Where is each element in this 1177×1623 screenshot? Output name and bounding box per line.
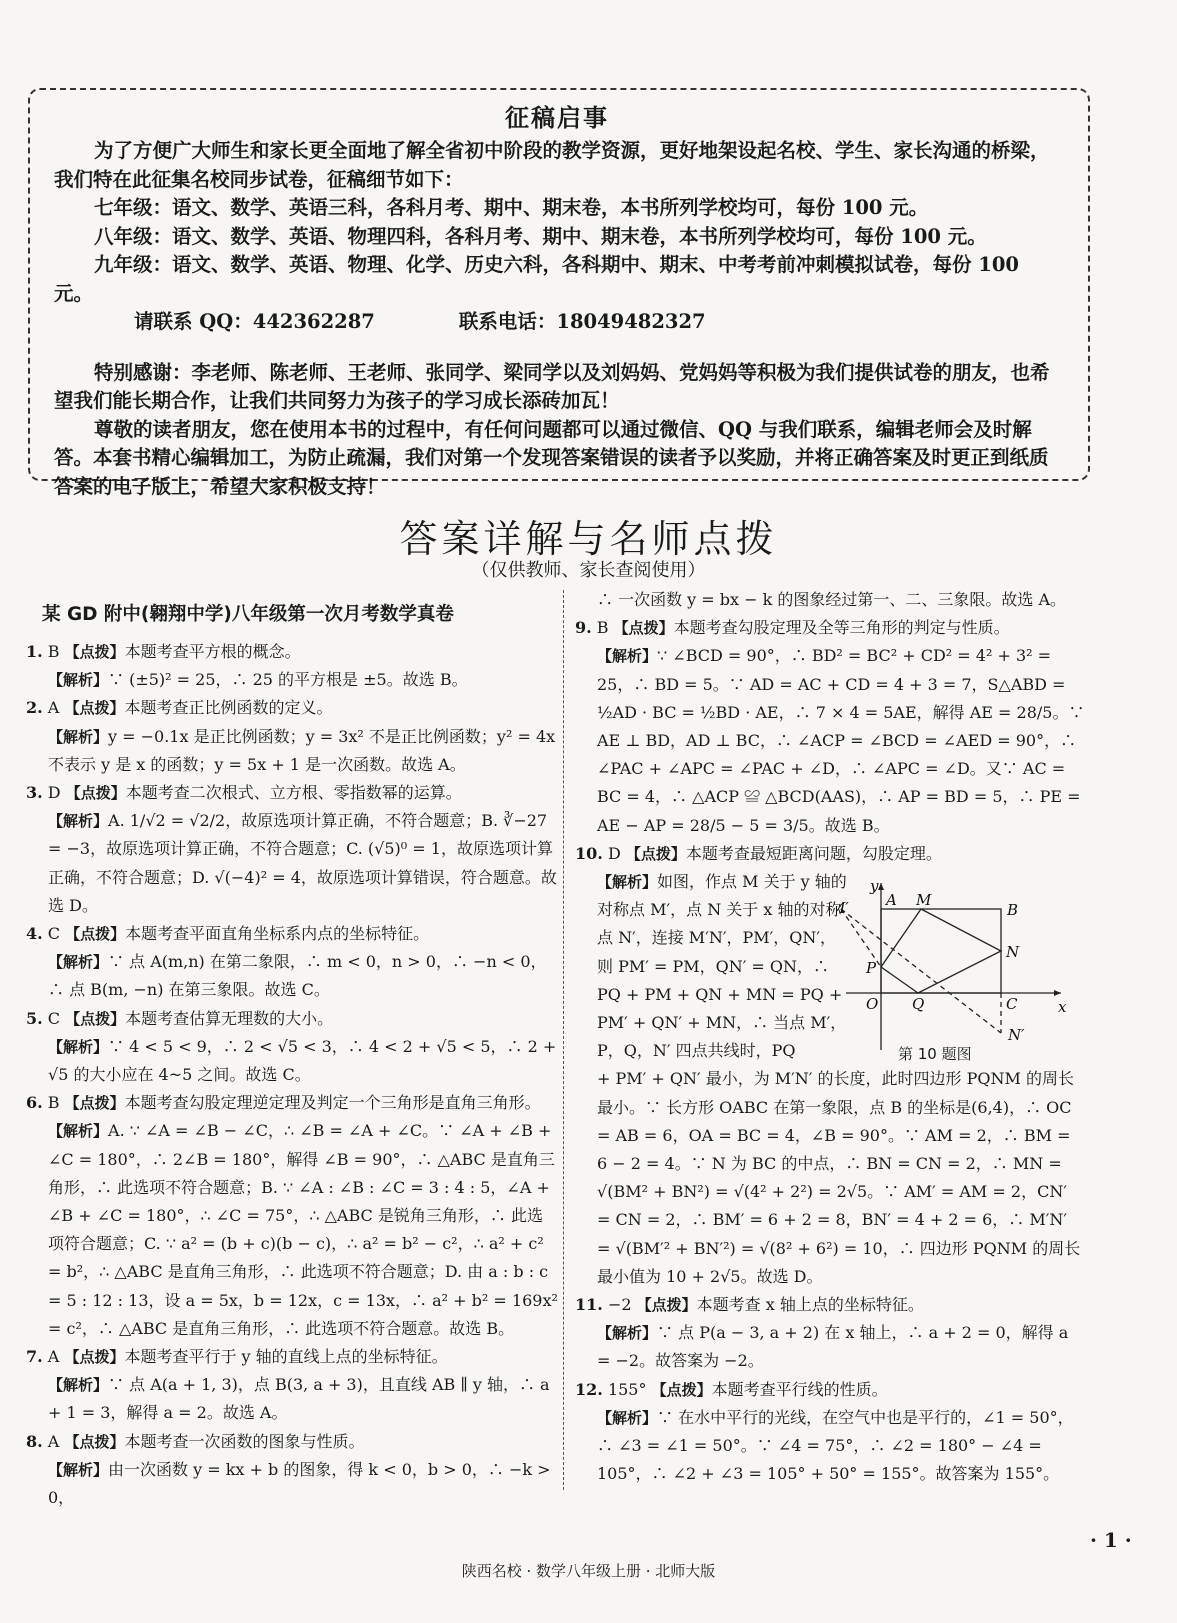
subtitle: （仅供教师、家长查阅使用） (471, 560, 706, 581)
question-12-analysis: 【解析】∵ 在水中平行的光线，在空气中也是平行的，∠1 = 50°，∴ ∠3 = ∠1 = 50°。∵ ∠4 = 75°，∴ ∠2 = 180° − ∠4 = 105°，∴ ∠2 + ∠3 = 105° + 50° = 155°。故答案为 155°。 (597, 1407, 1074, 1484)
x-axis-arrow (1054, 990, 1061, 996)
label-O: O (866, 995, 879, 1013)
label-A: A (886, 891, 897, 909)
label-Nprime: N′ (1008, 1026, 1025, 1044)
question-8-analysis: 【解析】由一次函数 y = kx + b 的图象，得 k < 0，b > 0，∴ −k > 0， (48, 1459, 551, 1508)
label-N: N (1006, 943, 1020, 961)
label-y: y (870, 877, 879, 895)
question-7: 7. A 【点拨】本题考查平行于 y 轴的直线上点的坐标特征。 (26, 1347, 448, 1367)
question-10: 10. D 【点拨】本题考查最短距离问题，勾股定理。 (575, 843, 942, 863)
question-7-analysis: 【解析】∵ 点 A(a + 1, 3)，点 B(3, a + 3)，且直线 AB ∥ y 轴，∴ a + 1 = 3，解得 a = 2。故选 A。 (48, 1375, 550, 1423)
label-C: C (1006, 995, 1018, 1013)
question-2-analysis: 【解析】y = −0.1x 是正比例函数；y = 3x² 不是正比例函数；y² = 4x 不表示 y 是 x 的函数；y = 5x + 1 是一次函数。故选 A。 (48, 726, 556, 774)
left-column (26, 586, 558, 1512)
question-10-analysis-part2: + PM′ + QN′ 最小，为 M′N′ 的长度，此时四边形 PQNM 的周长最小。∵ 长方形 OABC 在第一象限，点 B 的坐标是(6,4)，∴ OC = AB = 6，OA = BC = 4，∠B = 90°。∵ AM = 2，∴ BM = 6 − 2 = 4。∵ N 为 BC 的中点，∴ BN = CN = 2，∴ MN = √(BM² + BN²) = √(4² + 2²) = 2√5。∵ AM′ = AM = 2，CN′ = CN = 2，∴ BM′ = 6 + 2 = 8，BN′ = 4 + 2 = 6，∴ M′N′ = √(BM′² + BN′²) = √(8² + 6²) = 10，∴ 四边形 PQNM 的周长最小值为 10 + 2√5。故选 D。 (597, 1069, 1081, 1286)
question-5: 5. C 【点拨】本题考查估算无理数的大小。 (26, 1008, 334, 1028)
figure-svg (836, 875, 1076, 1065)
exam-title: 某 GD 附中(翱翔中学)八年级第一次月考数学真卷 (42, 604, 454, 625)
footer: 陕西名校 · 数学八年级上册 · 北师大版 (461, 1562, 716, 1580)
label-x: x (1058, 998, 1067, 1016)
question-8-continued: ∴ 一次函数 y = bx − k 的图象经过第一、二、三象限。故选 A。 (597, 590, 1067, 609)
question-3: 3. D 【点拨】本题考查二次根式、立方根、零指数幂的运算。 (26, 783, 462, 803)
question-1: 1. B 【点拨】本题考查平方根的概念。 (26, 642, 301, 661)
notice-grade9: 九年级：语文、数学、英语、物理、化学、历史六科，各科期中、期末、中考考前冲刺模拟试卷，每份 100 元。 (54, 253, 1019, 305)
question-6: 6. B 【点拨】本题考查勾股定理逆定理及判定一个三角形是直角三角形。 (26, 1093, 541, 1113)
column-divider (563, 590, 564, 1490)
question-10-figure (836, 875, 1076, 1065)
notice-reader: 尊敬的读者朋友，您在使用本书的过程中，有任何问题都可以通过微信、QQ 与我们联系，编辑老师会及时解答。本套书精心编辑加工，为防止疏漏，我们对第一个发现答案错误的读者予以奖励，并将正确答案及时更正到纸质答案的电子版上，希望大家积极支持！ (54, 417, 1049, 498)
question-9: 9. B 【点拨】本题考查勾股定理及全等三角形的判定与性质。 (575, 618, 1010, 638)
question-6-analysis: 【解析】A. ∵ ∠A = ∠B − ∠C，∴ ∠B = ∠A + ∠C。∵ ∠A + ∠B + ∠C = 180°，∴ 2∠B = 180°，解得 ∠B = 90°，∴ △ABC 是直角三角形，∴ 此选项不符合题意；B. ∵ ∠A : ∠B : ∠C = 3 : 4 : 5，∠A + ∠B + ∠C = 180°，∴ ∠C = 75°，∴ △ABC 是锐角三角形，∴ 此选项符合题意；C. ∵ a² = (b + c)(b − c)，∴ a² = b² − c²，∴ a² + c² = b²，∴ △ABC 是直角三角形，∴ 此选项不符合题意；D. 由 a : b : c = 5 : 12 : 13，设 a = 5x，b = 12x，c = 13x，∴ a² + b² = 169x² = c²，∴ △ABC 是直角三角形，∴ 此选项不符合题意。故选 B。 (48, 1121, 558, 1338)
question-11: 11. −2 【点拨】本题考查 x 轴上点的坐标特征。 (575, 1295, 924, 1315)
page-number: · 1 · (1090, 1528, 1132, 1552)
figure-caption: 第 10 题图 (898, 1045, 972, 1063)
question-8: 8. A 【点拨】本题考查一次函数的图象与性质。 (26, 1431, 365, 1451)
label-Q: Q (912, 995, 925, 1013)
question-12: 12. 155° 【点拨】本题考查平行线的性质。 (575, 1379, 888, 1399)
line-mprime-nprime (841, 909, 1001, 1033)
question-2: 2. A 【点拨】本题考查正比例函数的定义。 (26, 698, 333, 718)
notice-thanks: 特别感谢：李老师、陈老师、王老师、张同学、梁同学以及刘妈妈、党妈妈等积极为我们提供试卷的朋友，也希望我们能长期合作，让我们共同努力为孩子的学习成长添砖加瓦！ (54, 360, 1050, 412)
notice-grade7: 七年级：语文、数学、英语三科，各科月考、期中、期末卷，本书所列学校均可，每份 100 元。 (94, 196, 929, 219)
notice-grade8: 八年级：语文、数学、英语、物理四科，各科月考、期中、期末卷，本书所列学校均可，每份 100 元。 (94, 224, 987, 248)
notice-phone: 联系电话：18049482327 (458, 310, 706, 333)
notice-contact (54, 308, 1060, 337)
question-4: 4. C 【点拨】本题考查平面直角坐标系内点的坐标特征。 (26, 924, 430, 944)
notice-box (28, 88, 1090, 498)
question-4-analysis: 【解析】∵ 点 A(m,n) 在第二象限，∴ m < 0，n > 0，∴ −n < 0，∴ 点 B(m, −n) 在第三象限。故选 C。 (48, 952, 547, 1000)
quadrilateral-pqnm (881, 909, 1001, 993)
label-Mprime: ′ (845, 899, 849, 917)
question-1-analysis: 【解析】∵ (±5)² = 25，∴ 25 的平方根是 ±5。故选 B。 (48, 670, 468, 690)
label-M: M (916, 891, 932, 909)
label-B: B (1007, 901, 1019, 919)
notice-title: 征稿启事 (505, 104, 609, 132)
main-title: 答案详解与名师点拨 (399, 517, 778, 561)
question-10-analysis-part1: 【解析】如图，作点 M 关于 y 轴的对称点 M′，点 N 关于 x 轴的对称点 N′，连接 M′N′，PM′，QN′，则 PM′ = PM，QN′ = QN，∴ PQ + PM + QN + MN = PQ + PM′ + QN′ + MN，∴ 当点 M′，P，Q，N′ 四点共线时，PQ (597, 872, 847, 1061)
notice-intro: 为了方便广大师生和家长更全面地了解全省初中阶段的教学资源，更好地架设起名校、学生、家长沟通的桥梁，我们特在此征集名校同步试卷，征稿细节如下： (54, 139, 1050, 191)
question-3-analysis: 【解析】A. 1/√2 = √2/2，故原选项计算正确，不符合题意；B. ∛−27 = −3，故原选项计算正确，不符合题意；C. (√5)⁰ = 1，故原选项计算正确，不符合题意；D. √(−4)² = 4，故原选项计算错误，符合题意。故选 D。 (48, 811, 557, 915)
question-11-analysis: 【解析】∵ 点 P(a − 3, a + 2) 在 x 轴上，∴ a + 2 = 0，解得 a = −2。故答案为 −2。 (597, 1323, 1069, 1371)
notice-qq: 请联系 QQ：442362287 (134, 310, 375, 333)
label-P: P (866, 959, 877, 977)
question-9-analysis: 【解析】∵ ∠BCD = 90°，∴ BD² = BC² + CD² = 4² + 3² = 25，∴ BD = 5。∵ AD = AC + CD = 4 + 3 = 7，S△ABD = ½AD · BC = ½BD · AE，∴ 7 × 4 = 5AE，解得 AE = 28/5。∵ AE ⊥ BD，AD ⊥ BC，∴ ∠ACP = ∠BCD = ∠AED = 90°，∴ ∠PAC + ∠APC = ∠PAC + ∠D，∴ ∠APC = ∠D。又∵ AC = BC = 4，∴ △ACP ≌ △BCD(AAS)，∴ AP = BD = 5，∴ PE = AE − AP = 28/5 − 5 = 3/5。故选 B。 (597, 646, 1085, 835)
y-axis-arrow (878, 883, 884, 890)
question-5-analysis: 【解析】∵ 4 < 5 < 9，∴ 2 < √5 < 3，∴ 4 < 2 + √5 < 5，∴ 2 + √5 的大小应在 4~5 之间。故选 C。 (48, 1036, 557, 1085)
